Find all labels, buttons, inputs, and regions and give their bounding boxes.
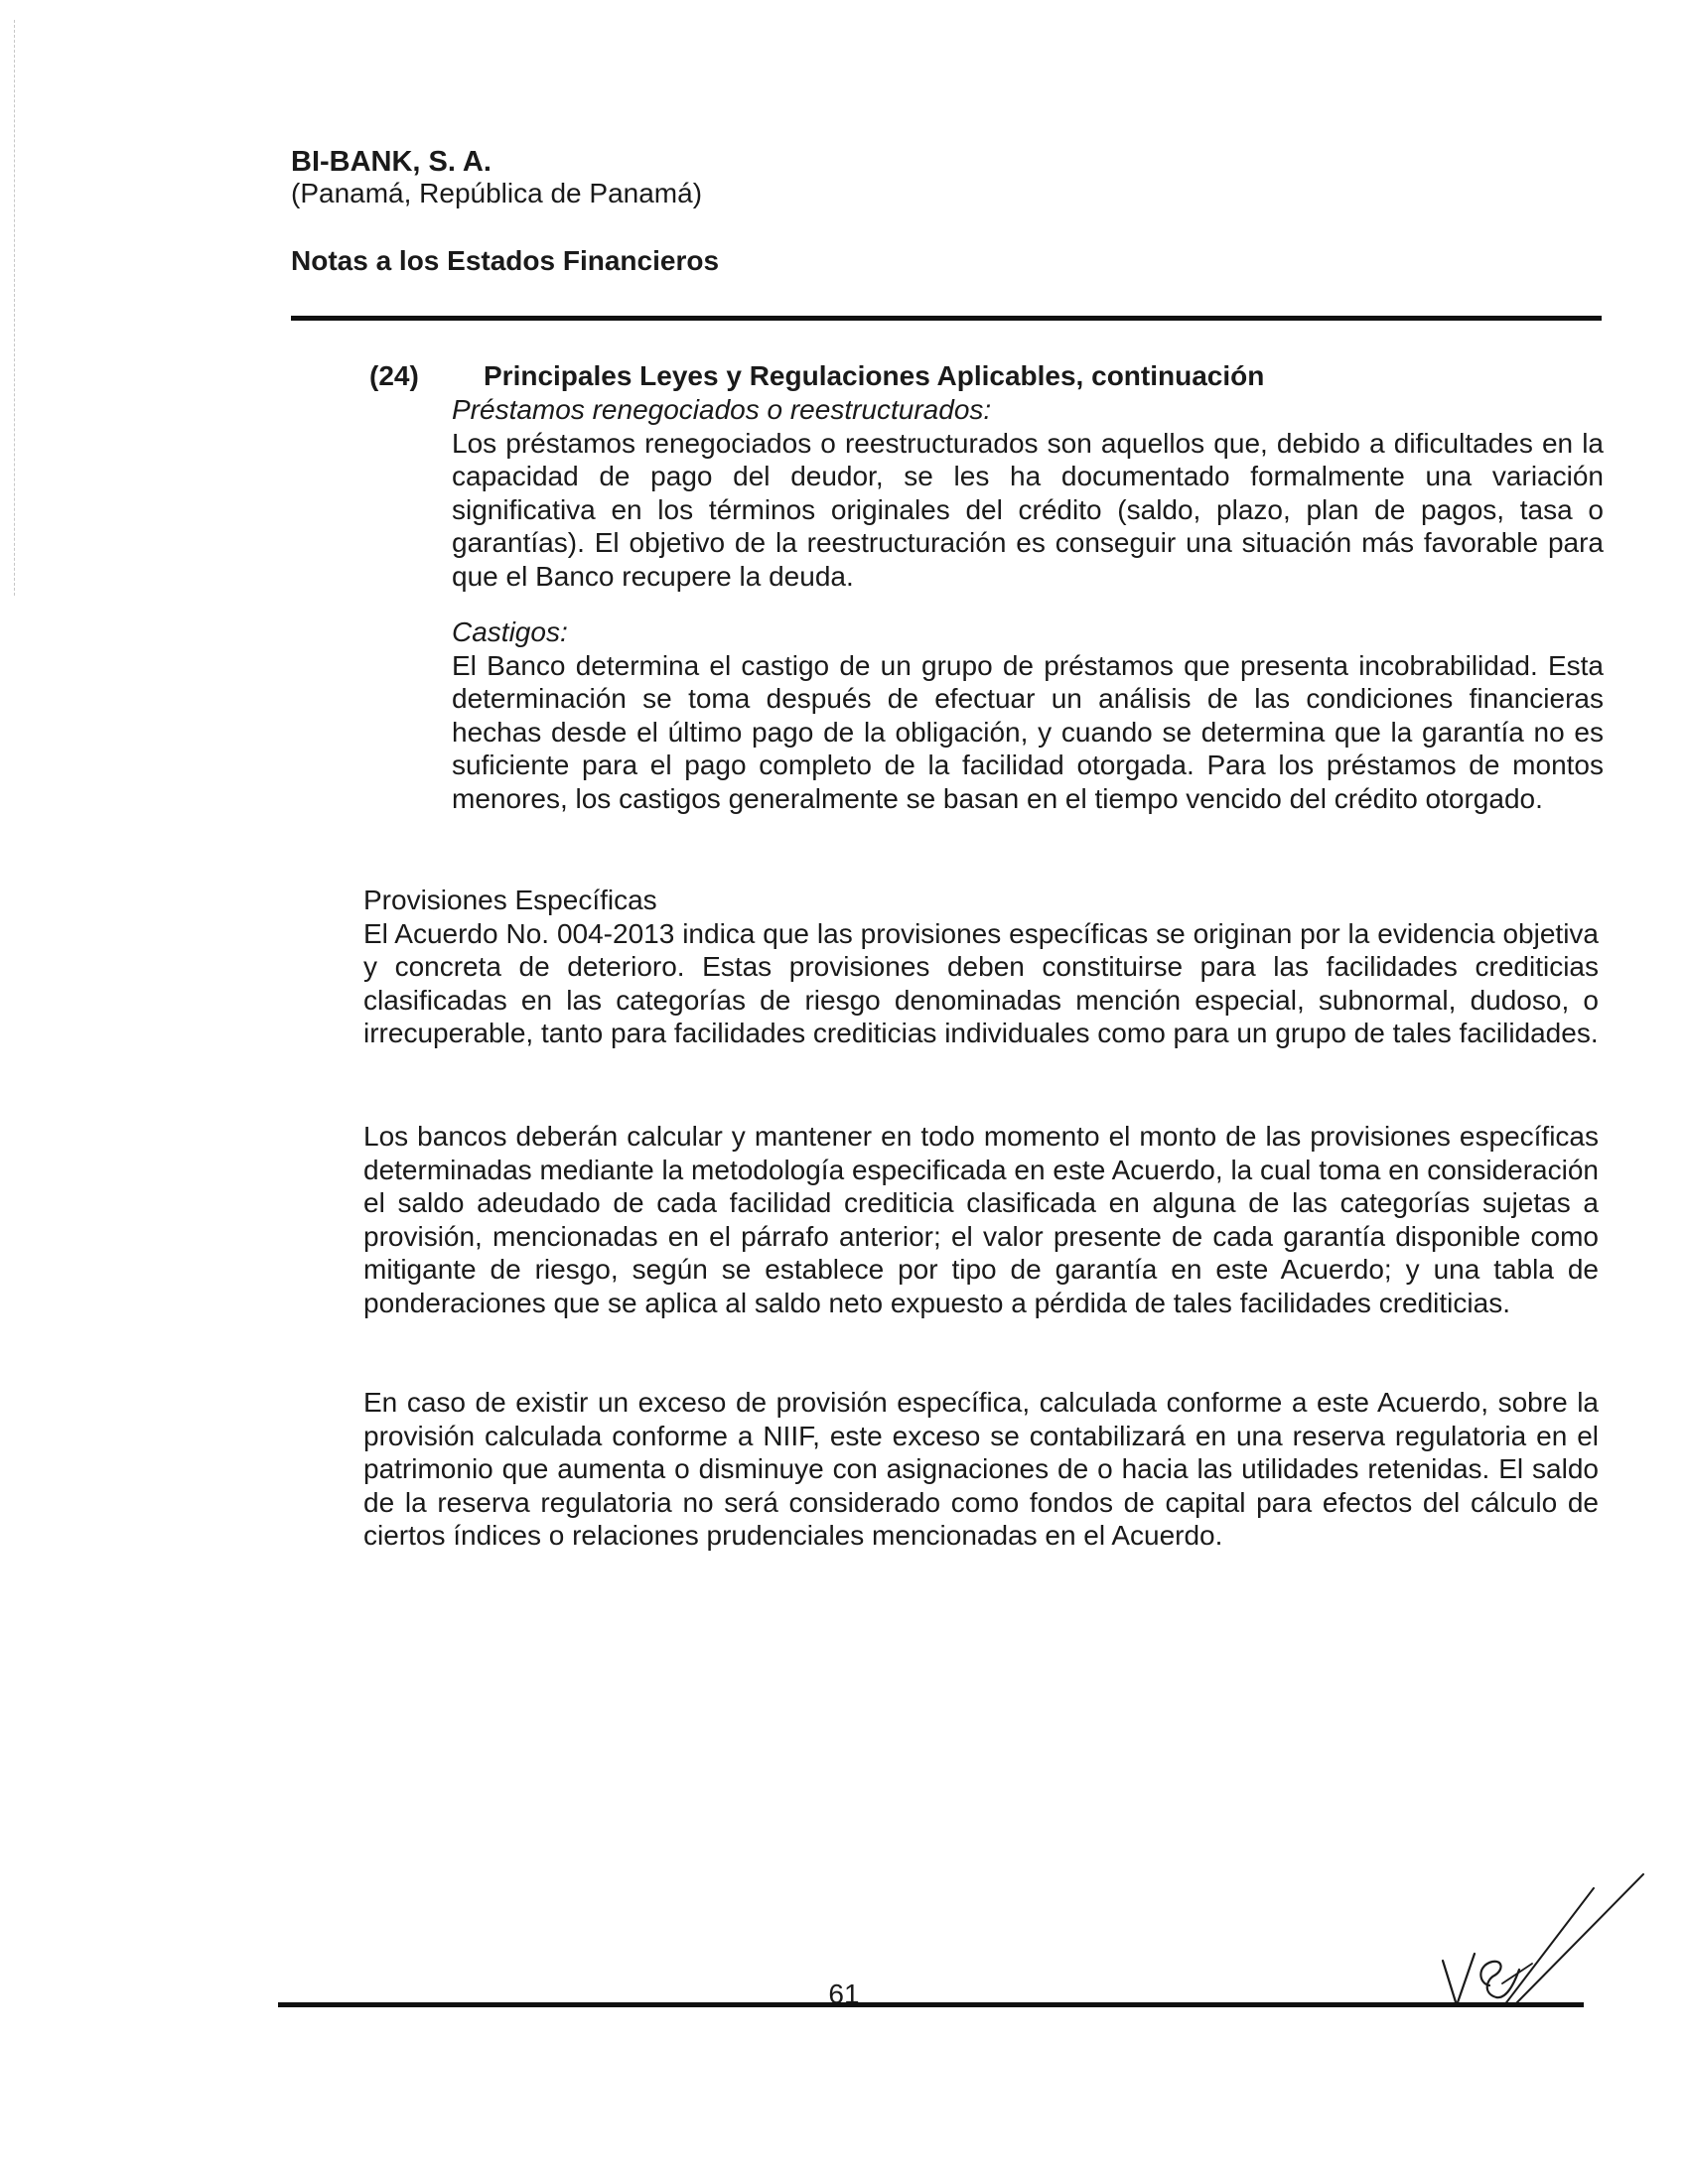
company-location: (Panamá, República de Panamá) bbox=[291, 178, 703, 208]
banks-calculation-paragraph: Los bancos deberán calcular y mantener en todo momento el monto de las provisiones específicas determinadas mediante la metodología especificada en este Acuerdo, la cual toma en consideración el saldo adeudado de cada facilidad crediticia clasificada en alguna de las categorías sujetas a provisión, mencionadas en el párrafo anterior; el valor presente de cada garantía disponible como mitigante de riesgo, según se establece por tipo de garantía en este Acuerdo; y una tabla de ponderaciones que se aplica al saldo neto expuesto a pérdida de tales facilidades crediticias. bbox=[363, 1121, 1599, 1318]
page-number: 61 bbox=[828, 1979, 860, 2009]
renegotiated-loans-section bbox=[452, 393, 1604, 593]
header-divider bbox=[291, 316, 1602, 321]
scan-edge-mark bbox=[14, 20, 15, 596]
renegotiated-loans-text: Los préstamos renegociados o reestructurados son aquellos que, debido a dificultades en la capacidad de pago del deudor, se les ha documentado formalmente una variación significativa en los términos originales del crédito (saldo, plazo, plan de pagos, tasa o garantías). El objetivo de la reestructuración es conseguir una situación más favorable para que el Banco recupere la deuda. bbox=[452, 427, 1604, 592]
footer-divider bbox=[278, 2002, 1584, 2007]
section-title: Notas a los Estados Financieros bbox=[291, 245, 720, 276]
specific-provisions-heading: Provisiones Específicas bbox=[363, 885, 657, 915]
specific-provisions-section bbox=[363, 884, 1599, 1050]
note-title: Principales Leyes y Regulaciones Aplicables, continuación bbox=[484, 360, 1265, 391]
company-name: BI-BANK, S. A. bbox=[291, 146, 492, 178]
renegotiated-loans-heading: Préstamos renegociados o reestructurados: bbox=[452, 394, 992, 425]
write-offs-text: El Banco determina el castigo de un grupo de préstamos que presenta incobrabilidad. Esta determinación se toma después de efectuar un análisis de las condiciones financieras hechas desde el último pago de la obligación, y cuando se determina que la garantía no es suficiente para el pago completo de la facilidad otorgada. Para los préstamos de montos menores, los castigos generalmente se basan en el tiempo vencido del crédito otorgado. bbox=[452, 649, 1604, 814]
write-offs-section bbox=[452, 615, 1604, 815]
write-offs-heading: Castigos: bbox=[452, 616, 568, 647]
specific-provisions-text: El Acuerdo No. 004-2013 indica que las provisiones específicas se originan por la evidencia objetiva y concreta de deterioro. Estas provisiones deben constituirse para las facilidades crediticias clasificadas en las categorías de riesgo denominadas mención especial, subnormal, dudoso, o irrecuperable, tanto para facilidades crediticias individuales como para un grupo de tales facilidades. bbox=[363, 917, 1599, 1048]
signature-mark bbox=[1435, 1866, 1683, 2015]
note-heading bbox=[369, 359, 1611, 393]
provision-excess-paragraph: En caso de existir un exceso de provisión específica, calculada conforme a este Acuerdo, sobre la provisión calculada conforme a NIIF, este exceso se contabilizará en una reserva regulatoria en el patrimonio que aumenta o disminuye con asignaciones de o hacia las utilidades retenidas. El saldo de la reserva regulatoria no será considerado como fondos de capital para efectos del cálculo de ciertos índices o relaciones prudenciales mencionadas en el Acuerdo. bbox=[363, 1387, 1599, 1551]
note-number: (24) bbox=[369, 360, 419, 391]
